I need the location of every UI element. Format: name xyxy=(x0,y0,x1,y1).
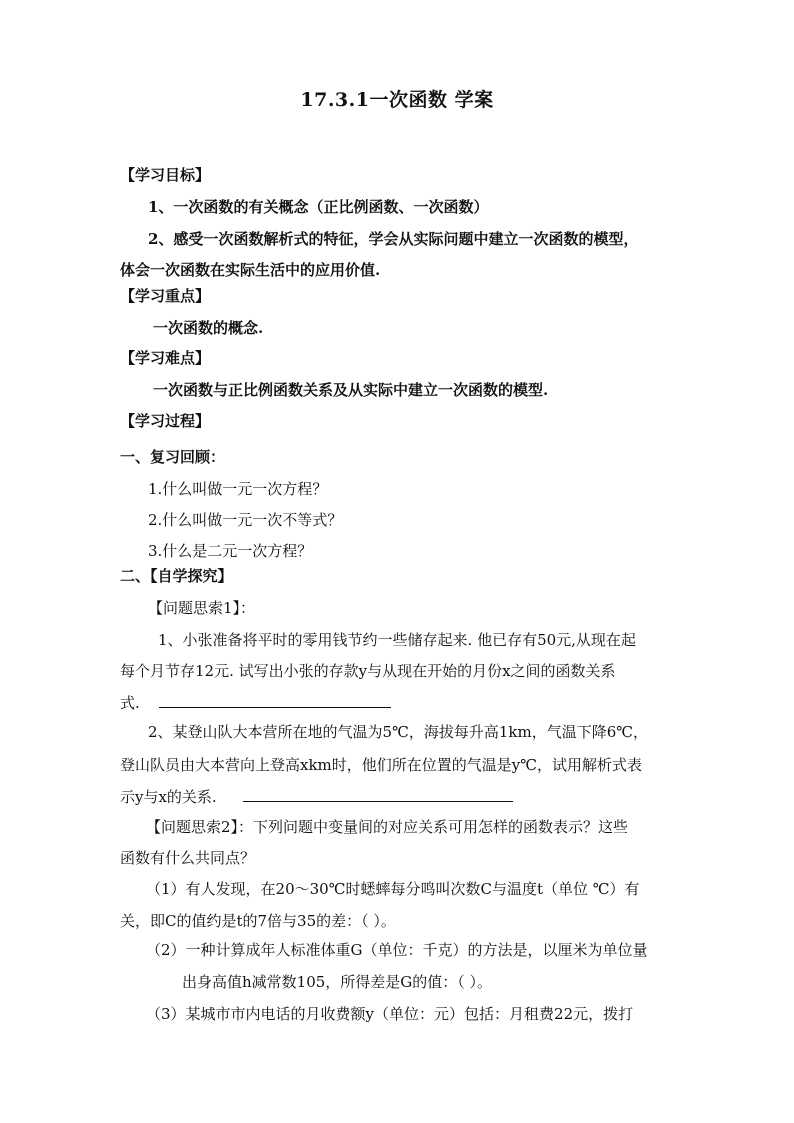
problem-1-q2-line-1: 2、某登山队大本营所在地的气温为5℃，海拔每升高1km，气温下降6℃， xyxy=(148,723,649,741)
problem-1-q1-line-3 xyxy=(120,692,391,713)
problem-1-q1-line-1: 1、小张准备将平时的零用钱节约一些储存起来. 他已存有50元,从现在起 xyxy=(158,631,636,649)
difficulties-heading: 【学习难点】 xyxy=(120,349,211,367)
problem-2-item-1-line-1: （1）有人发现，在20～30℃时蟋蟀每分鸣叫次数C与温度t（单位 ℃）有 xyxy=(146,880,640,898)
review-question-1: 1.什么叫做一元一次方程？ xyxy=(148,480,328,498)
problem-2-item-2-line-1: （2）一种计算成年人标准体重G（单位：千克）的方法是，以厘米为单位量 xyxy=(146,941,648,959)
problem-2-item-1-line-2: 关，即C的值约是t的7倍与35的差：（ ）。 xyxy=(120,912,396,930)
problem-1-q1-text: 式. xyxy=(120,694,140,712)
problem-2-item-2-line-2: 出身高值h减常数105，所得差是G的值：（ ）。 xyxy=(182,973,493,991)
problem-2-item-3-line-1: （3）某城市市内电话的月收费额y（单位：元）包括：月租费22元，拨打 xyxy=(146,1005,634,1023)
problem-1-q2-text: 示y与x的关系. xyxy=(120,788,217,806)
goal-item-1: 1、一次函数的有关概念（正比例函数、一次函数） xyxy=(148,198,489,216)
answer-blank-2[interactable] xyxy=(243,786,513,802)
review-question-2: 2.什么叫做一元一次不等式？ xyxy=(148,511,343,529)
self-study-heading: 二、【自学探究】 xyxy=(120,567,233,585)
problem-1-q2-line-2: 登山队员由大本营向上登高xkm时，他们所在位置的气温是y℃，试用解析式表 xyxy=(120,756,643,774)
process-heading: 【学习过程】 xyxy=(120,412,211,430)
problem-1-q2-line-3 xyxy=(120,786,513,807)
key-points-heading: 【学习重点】 xyxy=(120,287,211,305)
goals-heading: 【学习目标】 xyxy=(120,166,211,184)
review-heading: 一、复习回顾： xyxy=(120,448,226,466)
goal-item-2-line-2: 体会一次函数在实际生活中的应用价值. xyxy=(120,261,381,279)
review-question-3: 3.什么是二元一次方程？ xyxy=(148,542,313,560)
problem-2-heading-line-1: 【问题思索2】：下列问题中变量间的对应关系可用怎样的函数表示？这些 xyxy=(146,818,629,836)
key-points-text: 一次函数的概念. xyxy=(153,319,264,337)
difficulties-text: 一次函数与正比例函数关系及从实际中建立一次函数的模型. xyxy=(153,381,549,399)
page-title: 17.3.1一次函数 学案 xyxy=(300,89,494,111)
goal-item-2-line-1: 2、感受一次函数解析式的特征，学会从实际问题中建立一次函数的模型， xyxy=(148,230,639,248)
answer-blank-1[interactable] xyxy=(159,692,391,708)
problem-1-heading: 【问题思索1】： xyxy=(148,599,256,617)
problem-2-heading-line-2: 函数有什么共同点？ xyxy=(120,849,256,867)
problem-1-q1-line-2: 每个月节存12元. 试写出小张的存款y与从现在开始的月份x之间的函数关系 xyxy=(120,662,616,680)
